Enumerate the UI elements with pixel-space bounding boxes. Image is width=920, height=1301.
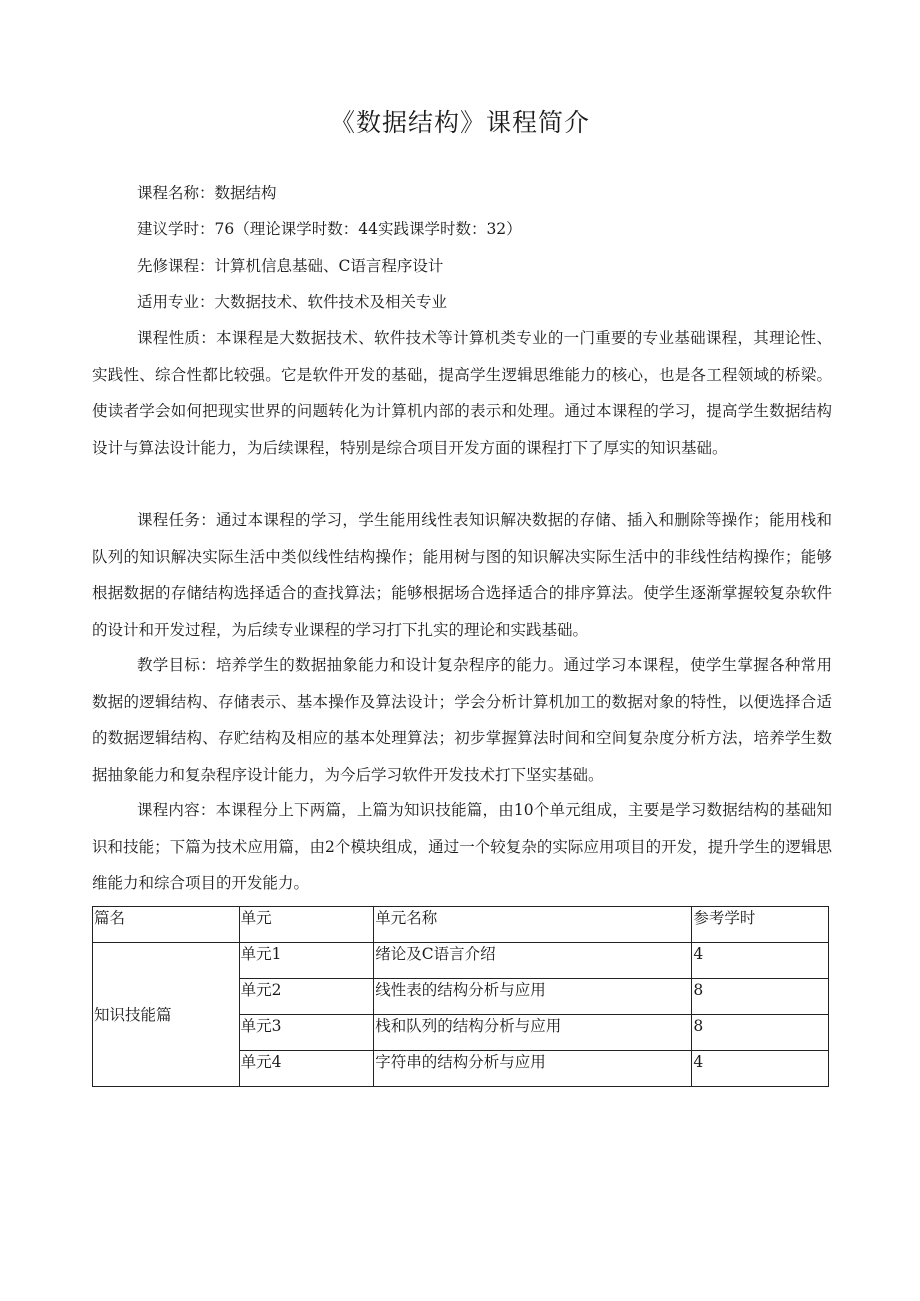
teaching-goals-paragraph: 教学目标：培养学生的数据抽象能力和设计复杂程序的能力。通过学习本课程，使学生掌握各种常用数据的逻辑结构、存储表示、基本操作及算法设计；学会分析计算机加工的数据对象的特性，以便选择合适的数据逻辑结构、存贮结构及相应的基本处理算法；初步掌握算法时间和空间复杂度分析方法，培养学生数据抽象能力和复杂程序设计能力，为今后学习软件开发技术打下坚实基础。 [92, 656, 832, 784]
header-part: 篇名 [93, 907, 240, 943]
course-content-paragraph: 课程内容：本课程分上下两篇，上篇为知识技能篇，由10个单元组成，主要是学习数据结构的基础知识和技能；下篇为技术应用篇，由2个模块组成，通过一个较复杂的实际应用项目的开发，提升学生的逻辑思维能力和综合项目的开发能力。 [92, 801, 832, 892]
prerequisites-line: 先修课程：计算机信息基础、C语言程序设计 [137, 257, 444, 275]
units-table [92, 906, 829, 1087]
header-hours: 参考学时 [692, 907, 829, 943]
hours-cell: 8 [692, 1015, 829, 1051]
page-title: 《数据结构》课程简介 [329, 108, 590, 137]
part-cell: 知识技能篇 [93, 943, 240, 1087]
unit-cell: 单元4 [239, 1051, 374, 1087]
header-unit-name: 单元名称 [374, 907, 692, 943]
unit-name-cell: 线性表的结构分析与应用 [374, 979, 692, 1015]
hours-cell: 4 [692, 943, 829, 979]
course-name-line: 课程名称：数据结构 [137, 184, 277, 202]
majors-line: 适用专业：大数据技术、软件技术及相关专业 [137, 293, 448, 311]
course-tasks-paragraph: 课程任务：通过本课程的学习，学生能用线性表知识解决数据的存储、插入和删除等操作；能用栈和队列的知识解决实际生活中类似线性结构操作；能用树与图的知识解决实际生活中的非线性结构操作；能够根据数据的存储结构选择适合的查找算法；能够根据场合选择适合的排序算法。使学生逐渐掌握较复杂软件的设计和开发过程，为后续专业课程的学习打下扎实的理论和实践基础。 [92, 511, 832, 639]
unit-cell: 单元2 [239, 979, 374, 1015]
header-unit: 单元 [239, 907, 374, 943]
table-row [93, 943, 829, 979]
unit-name-cell: 栈和队列的结构分析与应用 [374, 1015, 692, 1051]
course-hours-line: 建议学时：76（理论课学时数：44实践课学时数：32） [137, 220, 522, 238]
unit-cell: 单元3 [239, 1015, 374, 1051]
unit-cell: 单元1 [239, 943, 374, 979]
unit-name-cell: 绪论及C语言介绍 [374, 943, 692, 979]
hours-cell: 8 [692, 979, 829, 1015]
course-nature-paragraph: 课程性质：本课程是大数据技术、软件技术等计算机类专业的一门重要的专业基础课程，其理论性、实践性、综合性都比较强。它是软件开发的基础，提高学生逻辑思维能力的核心，也是各工程领域的桥梁。使读者学会如何把现实世界的问题转化为计算机内部的表示和处理。通过本课程的学习，提高学生数据结构设计与算法设计能力，为后续课程，特别是综合项目开发方面的课程打下了厚实的知识基础。 [92, 329, 832, 457]
hours-cell: 4 [692, 1051, 829, 1087]
table-header-row [93, 907, 829, 943]
unit-name-cell: 字符串的结构分析与应用 [374, 1051, 692, 1087]
